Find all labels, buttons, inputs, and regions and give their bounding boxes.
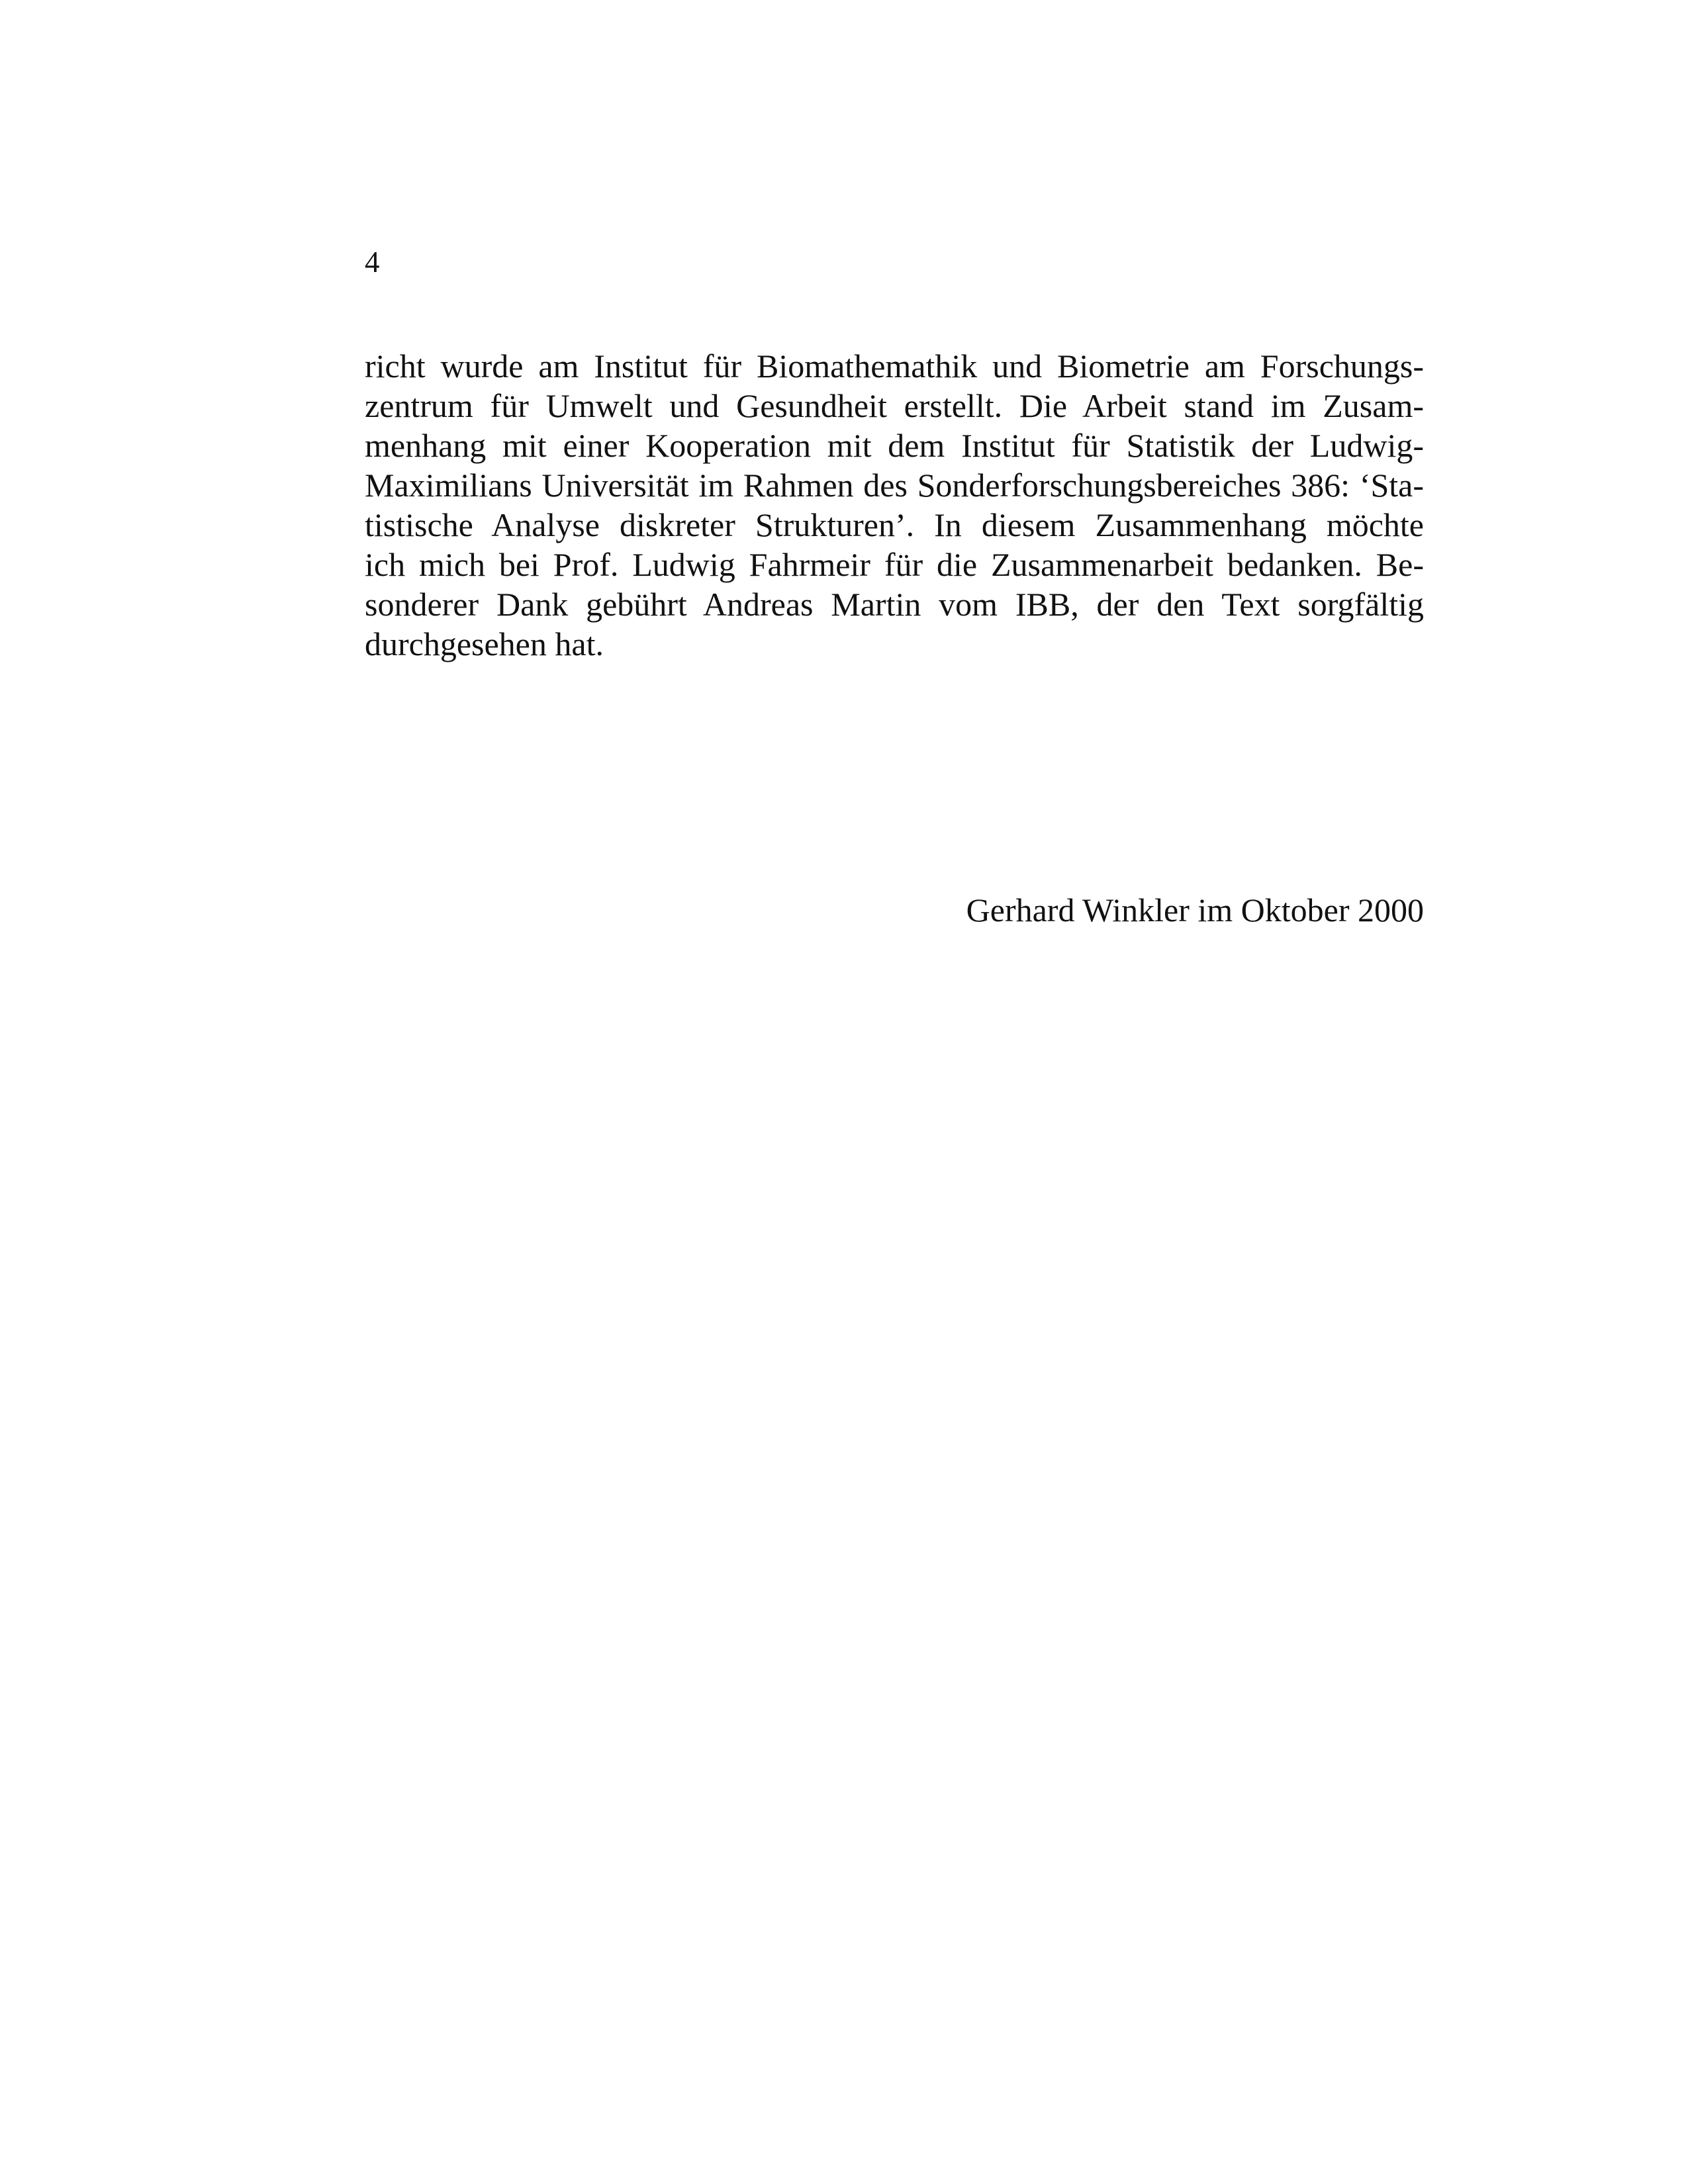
page-number: 4: [365, 246, 380, 279]
paragraph-line: menhang mit einer Kooperation mit dem Institut für Statistik der Ludwig-: [365, 427, 1424, 464]
paragraph-line: durchgesehen hat.: [365, 625, 604, 662]
acknowledgement-paragraph: [365, 346, 1424, 664]
paragraph-line: tistische Analyse diskreter Strukturen’. In diesem Zusammenhang möchte: [365, 506, 1424, 543]
signature: Gerhard Winkler im Oktober 2000: [966, 891, 1424, 929]
paragraph-line: richt wurde am Institut für Biomathemathik und Biometrie am Forschungs-: [365, 347, 1424, 385]
paragraph-line: ich mich bei Prof. Ludwig Fahrmeir für die Zusammenarbeit bedanken. Be-: [365, 546, 1424, 583]
paragraph-line: Maximilians Universität im Rahmen des Sonderforschungsbereiches 386: ‘Sta-: [365, 467, 1424, 504]
paragraph-line: sonderer Dank gebührt Andreas Martin vom IBB, der den Text sorgfältig: [365, 586, 1424, 623]
paragraph-line: zentrum für Umwelt und Gesundheit erstellt. Die Arbeit stand im Zusam-: [365, 387, 1424, 424]
